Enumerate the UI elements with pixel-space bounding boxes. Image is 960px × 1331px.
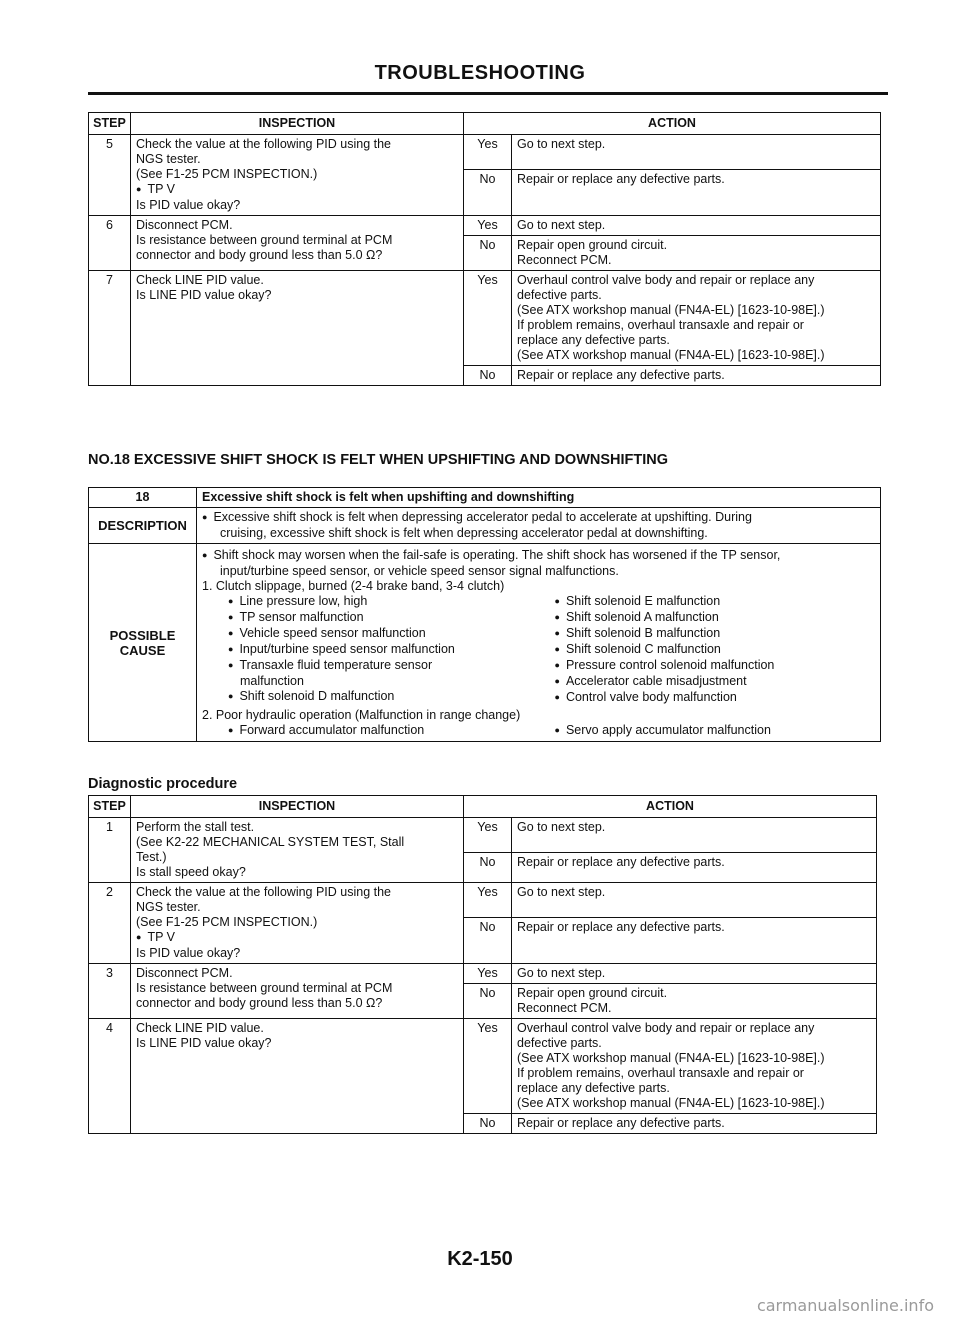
no-action [512, 1114, 877, 1134]
inspection-line: Is stall speed okay? [136, 865, 246, 879]
table-row [89, 135, 881, 170]
inspection-line: Perform the stall test. [136, 820, 255, 834]
action-line: Reconnect PCM. [517, 1001, 612, 1015]
step-number: 5 [89, 135, 131, 216]
inspection-line: NGS tester. [136, 900, 201, 914]
cause-item: ● Transaxle fluid temperature sensor [202, 658, 523, 674]
header-inspection: INSPECTION [131, 113, 464, 135]
step-number: 7 [89, 271, 131, 386]
inspection-line: ● TP V [136, 930, 458, 946]
no-label: No [464, 1114, 512, 1134]
action-line: (See ATX workshop manual (FN4A-EL) [1623-10-98E].) [517, 1051, 825, 1065]
yes-label: Yes [464, 1019, 512, 1114]
inspection-line: Check the value at the following PID using the [136, 885, 392, 899]
table-row [89, 818, 877, 853]
cause-item: ● Forward accumulator malfunction [202, 723, 523, 739]
description-label: DESCRIPTION [89, 508, 197, 544]
cause-item-continuation: malfunction [240, 674, 304, 688]
cause-item: ● Servo apply accumulator malfunction [555, 723, 876, 739]
action-line: Repair open ground circuit. [517, 238, 668, 252]
cause-column-left [202, 723, 523, 739]
inspection-line: ● TP V [136, 182, 458, 198]
action-line: defective parts. [517, 288, 602, 302]
section-title: NO.18 EXCESSIVE SHIFT SHOCK IS FELT WHEN UPSHIFTING AND DOWNSHIFTING [88, 452, 669, 468]
description-line: cruising, excessive shift shock is felt when depressing accelerator pedal at downshifting. [220, 526, 708, 540]
page-title: TROUBLESHOOTING [374, 62, 586, 84]
inspection-cell [131, 271, 464, 386]
table-row [89, 1019, 877, 1114]
inspection-line: Is PID value okay? [136, 198, 241, 212]
action-line: Repair or replace any defective parts. [517, 1116, 725, 1130]
inspection-cell [131, 135, 464, 216]
header-action: ACTION [464, 113, 881, 135]
cause-item: ● Shift solenoid E malfunction [555, 594, 876, 610]
inspection-line: (See F1-25 PCM INSPECTION.) [136, 167, 318, 181]
action-line: Repair or replace any defective parts. [517, 368, 725, 382]
cause-columns [202, 723, 875, 739]
inspection-cell [131, 883, 464, 964]
yes-label: Yes [464, 818, 512, 853]
inspection-line: Is resistance between ground terminal at PCM [136, 233, 393, 247]
inspection-cell [131, 818, 464, 883]
cause-column-right [523, 723, 876, 739]
no-action [512, 984, 877, 1019]
cause-label-line: POSSIBLE [109, 627, 176, 643]
possible-cause-label [89, 544, 197, 742]
action-line: If problem remains, overhaul transaxle and repair or [517, 318, 804, 332]
inspection-line: Disconnect PCM. [136, 218, 233, 232]
action-line: Go to next step. [517, 966, 606, 980]
step-number: 1 [89, 818, 131, 883]
action-line: Go to next step. [517, 885, 606, 899]
inspection-line: Disconnect PCM. [136, 966, 233, 980]
no-action [512, 170, 881, 216]
cause-item: ● TP sensor malfunction [202, 610, 523, 626]
action-line: (See ATX workshop manual (FN4A-EL) [1623-10-98E].) [517, 303, 825, 317]
yes-label: Yes [464, 964, 512, 984]
diagnostic-procedure-title: Diagnostic procedure [88, 776, 238, 792]
page-number: K2-150 [447, 1248, 513, 1270]
cause-group-heading: 2. Poor hydraulic operation (Malfunction in range change) [202, 708, 521, 722]
header-inspection: INSPECTION [131, 796, 464, 818]
cause-intro-line: ● Shift shock may worsen when the fail-safe is operating. The shift shock has worsened if the TP sensor, [202, 548, 875, 564]
action-line: replace any defective parts. [517, 1081, 670, 1095]
header-step: STEP [89, 113, 131, 135]
cause-item: ● Shift solenoid A malfunction [555, 610, 876, 626]
cause-column-right [523, 594, 876, 706]
cause-column-left [202, 594, 523, 706]
action-line: (See ATX workshop manual (FN4A-EL) [1623-10-98E].) [517, 348, 825, 362]
step-number: 4 [89, 1019, 131, 1134]
inspection-line: (See F1-25 PCM INSPECTION.) [136, 915, 318, 929]
inspection-line: connector and body ground less than 5.0 Ω? [136, 996, 383, 1010]
action-line: Overhaul control valve body and repair or replace any [517, 273, 815, 287]
action-line: Go to next step. [517, 218, 606, 232]
cause-item: ● Accelerator cable misadjustment [555, 674, 876, 690]
cause-intro-line: input/turbine speed sensor, or vehicle speed sensor signal malfunctions. [220, 564, 619, 578]
step-number: 6 [89, 216, 131, 271]
description-line: ● Excessive shift shock is felt when depressing accelerator pedal to accelerate at upshifting. During [202, 510, 875, 526]
action-line: Repair or replace any defective parts. [517, 855, 725, 869]
cause-item: ● Shift solenoid D malfunction [202, 689, 523, 705]
yes-action [512, 216, 881, 236]
yes-label: Yes [464, 883, 512, 918]
possible-cause-text [197, 544, 881, 742]
cause-item: ● Control valve body malfunction [555, 690, 876, 706]
symptom-heading: Excessive shift shock is felt when upshifting and downshifting [197, 488, 881, 508]
inspection-cell [131, 216, 464, 271]
yes-action [512, 1019, 877, 1114]
table-row [89, 271, 881, 366]
action-line: defective parts. [517, 1036, 602, 1050]
yes-label: Yes [464, 216, 512, 236]
action-line: Reconnect PCM. [517, 253, 612, 267]
yes-action [512, 135, 881, 170]
symptom-table [88, 487, 881, 742]
yes-action [512, 883, 877, 918]
header-step: STEP [89, 796, 131, 818]
watermark: carmanualsonline.info [756, 1296, 934, 1315]
cause-item: ● Input/turbine speed sensor malfunction [202, 642, 523, 658]
action-line: (See ATX workshop manual (FN4A-EL) [1623-10-98E].) [517, 1096, 825, 1110]
cause-item: ● Shift solenoid B malfunction [555, 626, 876, 642]
inspection-line: Is resistance between ground terminal at PCM [136, 981, 393, 995]
cause-item: ● Vehicle speed sensor malfunction [202, 626, 523, 642]
inspection-table-top [88, 112, 881, 386]
no-action [512, 236, 881, 271]
diagnostic-table [88, 795, 877, 1134]
step-number: 2 [89, 883, 131, 964]
inspection-line: Test.) [136, 850, 167, 864]
cause-group-heading: 1. Clutch slippage, burned (2-4 brake band, 3-4 clutch) [202, 579, 505, 593]
table-row [89, 216, 881, 236]
cause-item: ● Shift solenoid C malfunction [555, 642, 876, 658]
action-line: If problem remains, overhaul transaxle and repair or [517, 1066, 804, 1080]
action-line: Go to next step. [517, 137, 606, 151]
inspection-line: connector and body ground less than 5.0 Ω? [136, 248, 383, 262]
yes-action [512, 964, 877, 984]
inspection-cell [131, 964, 464, 1019]
cause-item: ● Pressure control solenoid malfunction [555, 658, 876, 674]
yes-action [512, 818, 877, 853]
symptom-number: 18 [89, 488, 197, 508]
yes-label: Yes [464, 135, 512, 170]
inspection-line: Is LINE PID value okay? [136, 1036, 272, 1050]
inspection-line: Check the value at the following PID using the [136, 137, 392, 151]
no-label: No [464, 984, 512, 1019]
action-line: Repair or replace any defective parts. [517, 172, 725, 186]
title-rule [88, 92, 888, 95]
description-text [197, 508, 881, 544]
yes-label: Yes [464, 271, 512, 366]
no-action [512, 853, 877, 883]
no-label: No [464, 236, 512, 271]
table-row [89, 883, 877, 918]
inspection-line: Is PID value okay? [136, 946, 241, 960]
no-action [512, 366, 881, 386]
step-number: 3 [89, 964, 131, 1019]
cause-columns [202, 594, 875, 706]
action-line: Go to next step. [517, 820, 606, 834]
yes-action [512, 271, 881, 366]
inspection-line: NGS tester. [136, 152, 201, 166]
cause-label-line: CAUSE [119, 642, 166, 658]
no-label: No [464, 853, 512, 883]
no-action [512, 918, 877, 964]
no-label: No [464, 170, 512, 216]
action-line: Repair or replace any defective parts. [517, 920, 725, 934]
inspection-line: Check LINE PID value. [136, 273, 264, 287]
header-action: ACTION [464, 796, 877, 818]
cause-item: ● Line pressure low, high [202, 594, 523, 610]
action-line: Overhaul control valve body and repair or replace any [517, 1021, 815, 1035]
inspection-cell [131, 1019, 464, 1134]
inspection-line: (See K2-22 MECHANICAL SYSTEM TEST, Stall [136, 835, 405, 849]
inspection-line: Is LINE PID value okay? [136, 288, 272, 302]
action-line: Repair open ground circuit. [517, 986, 668, 1000]
table-row [89, 964, 877, 984]
no-label: No [464, 918, 512, 964]
no-label: No [464, 366, 512, 386]
inspection-line: Check LINE PID value. [136, 1021, 264, 1035]
action-line: replace any defective parts. [517, 333, 670, 347]
